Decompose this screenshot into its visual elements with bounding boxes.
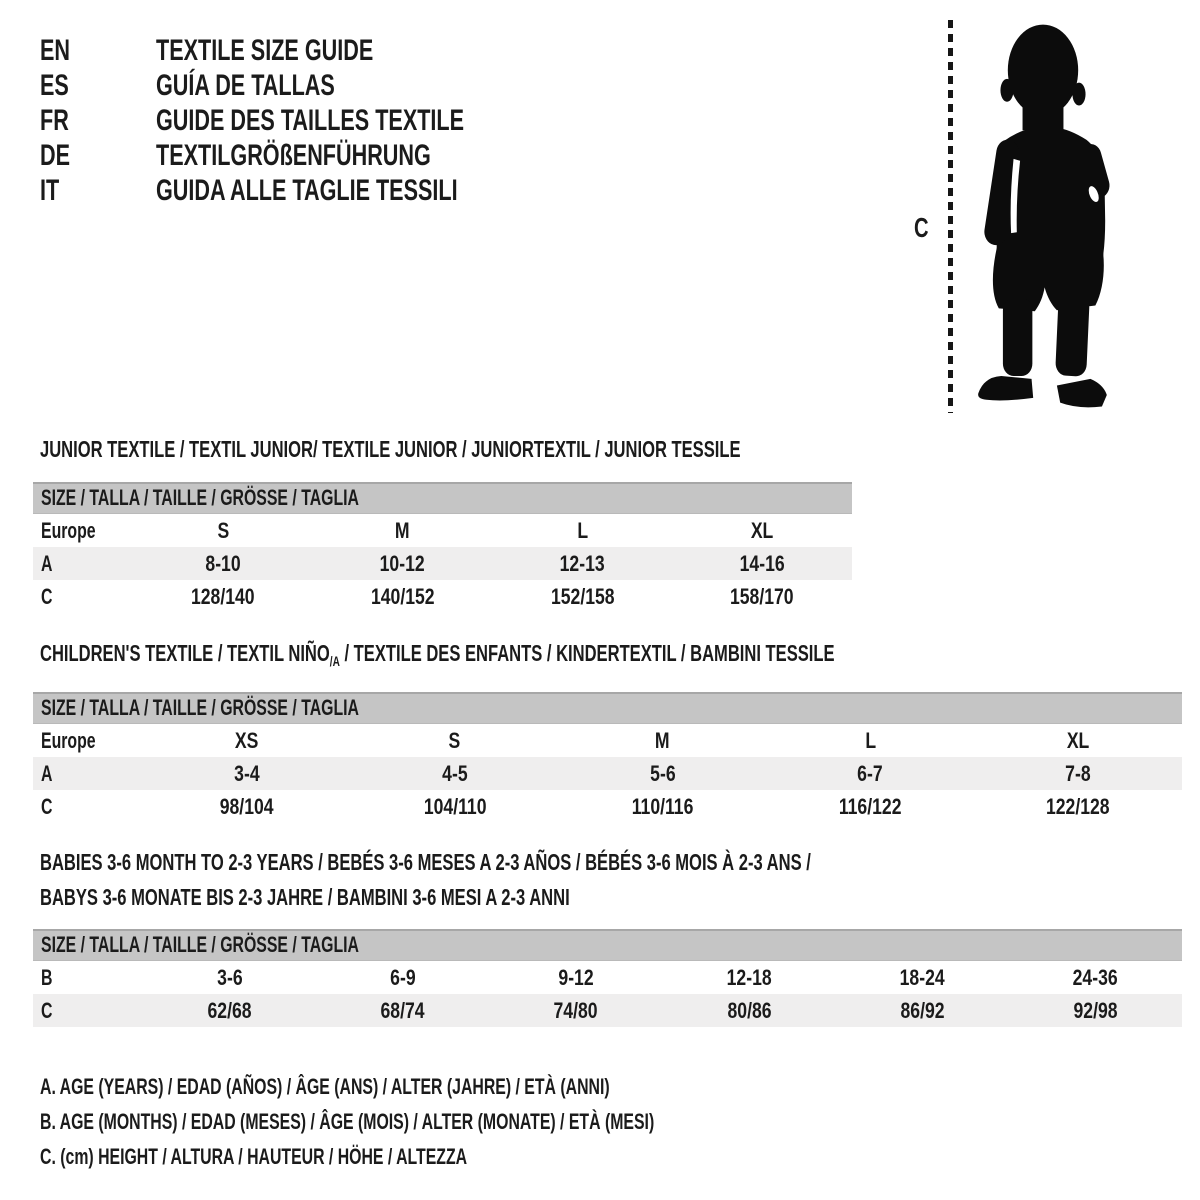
language-code: DE	[40, 139, 71, 172]
size-cell: XS	[235, 728, 259, 753]
toddler-silhouette-icon	[962, 16, 1142, 416]
row-label: Europe	[41, 518, 96, 543]
size-cell: 12-18	[726, 965, 772, 990]
size-cell: 14-16	[739, 551, 785, 576]
language-title: GUÍA DE TALLAS	[156, 69, 336, 102]
size-cell: L	[864, 728, 876, 753]
row-label: C	[41, 584, 53, 609]
table-row-c	[33, 580, 852, 613]
size-cell: 10-12	[380, 551, 426, 576]
size-header-bar	[33, 692, 1182, 724]
size-cell: 98/104	[219, 794, 274, 819]
table-row-b	[33, 961, 1182, 994]
size-cell: 62/68	[207, 998, 252, 1023]
legend-notes	[40, 1069, 893, 1174]
size-cell: M	[655, 728, 670, 753]
size-cell: 12-13	[559, 551, 605, 576]
language-title-list	[40, 33, 584, 208]
row-label: C	[41, 998, 53, 1023]
language-title: TEXTILE SIZE GUIDE	[156, 34, 374, 67]
row-label: B	[41, 965, 53, 990]
size-cell: 140/152	[370, 584, 435, 609]
language-row-it	[40, 173, 584, 208]
size-cell: 8-10	[205, 551, 241, 576]
size-header-label: SIZE / TALLA / TAILLE / GRÖSSE / TAGLIA	[41, 695, 359, 720]
size-cell: 110/116	[631, 794, 694, 819]
junior-size-table	[33, 482, 852, 613]
size-cell: 24-36	[1072, 965, 1118, 990]
size-header-label: SIZE / TALLA / TAILLE / GRÖSSE / TAGLIA	[41, 932, 359, 957]
size-cell: 116/122	[838, 794, 902, 819]
table-row-europe	[33, 724, 1182, 757]
size-cell: 6-9	[390, 965, 416, 990]
row-label: A	[41, 551, 53, 576]
size-header-bar	[33, 482, 852, 514]
note-line-b: B. AGE (MONTHS) / EDAD (MESES) / ÂGE (MOIS) / ALTER (MONATE) / ETÀ (MESI)	[40, 1109, 655, 1134]
size-cell: 92/98	[1073, 998, 1118, 1023]
language-row-de	[40, 138, 584, 173]
size-cell: 152/158	[550, 584, 615, 609]
junior-section-title: JUNIOR TEXTILE / TEXTIL JUNIOR/ TEXTILE JUNIOR / JUNIORTEXTIL / JUNIOR TESSILE	[40, 436, 741, 462]
size-cell: S	[448, 728, 461, 753]
language-code: EN	[40, 34, 71, 67]
note-line-c: C. (cm) HEIGHT / ALTURA / HAUTEUR / HÖHE / ALTEZZA	[40, 1144, 468, 1169]
children-section-title: CHILDREN'S TEXTILE / TEXTIL $NIÑO_{/A}$ / TEXTILE DES ENFANTS / KINDERTEXTIL / BAMBINI TESSILE	[40, 640, 835, 669]
size-cell: 86/92	[900, 998, 945, 1023]
size-cell: M	[395, 518, 410, 543]
size-cell: 104/110	[423, 794, 487, 819]
language-code: IT	[40, 174, 60, 207]
children-size-table	[33, 692, 1182, 823]
babies-section-title-line2: BABYS 3-6 MONATE BIS 2-3 JAHRE / BAMBINI 3-6 MESI A 2-3 ANNI	[40, 884, 570, 910]
note-line-a: A. AGE (YEARS) / EDAD (AÑOS) / ÂGE (ANS) / ALTER (JAHRE) / ETÀ (ANNI)	[40, 1074, 610, 1099]
size-cell: 3-6	[216, 965, 243, 990]
size-cell: 128/140	[191, 584, 255, 609]
size-header-bar	[33, 929, 1182, 961]
size-cell: L	[576, 518, 588, 543]
size-header-label: SIZE / TALLA / TAILLE / GRÖSSE / TAGLIA	[41, 485, 359, 510]
size-cell: 7-8	[1065, 761, 1091, 786]
language-code: ES	[40, 69, 69, 102]
size-cell: 3-4	[234, 761, 260, 786]
row-label: C	[41, 794, 53, 819]
size-cell: 68/74	[380, 998, 425, 1023]
size-cell: 9-12	[558, 965, 594, 990]
height-measure-label: C	[914, 212, 929, 243]
height-dashed-line	[948, 20, 953, 413]
table-row-c	[33, 994, 1182, 1027]
babies-section-title-line1: BABIES 3-6 MONTH TO 2-3 YEARS / BEBÉS 3-6 MESES A 2-3 AÑOS / BÉBÉS 3-6 MOIS À 2-3 ANS /	[40, 849, 811, 875]
size-cell: S	[217, 518, 229, 543]
language-title: GUIDA ALLE TAGLIE TESSILI	[156, 174, 458, 207]
table-row-a	[33, 757, 1182, 790]
row-label: Europe	[41, 728, 96, 753]
table-row-europe	[33, 514, 852, 547]
language-row-en	[40, 33, 584, 68]
size-cell: 18-24	[899, 965, 945, 990]
size-cell: 4-5	[441, 761, 468, 786]
size-cell: 5-6	[649, 761, 676, 786]
babies-size-table	[33, 929, 1182, 1027]
language-row-fr	[40, 103, 584, 138]
size-cell: 74/80	[553, 998, 598, 1023]
language-title: GUIDE DES TAILLES TEXTILE	[156, 104, 465, 137]
size-cell: 80/86	[727, 998, 772, 1023]
size-cell: XL	[750, 518, 774, 543]
size-cell: XL	[1066, 728, 1090, 753]
language-title: TEXTILGRÖßENFÜHRUNG	[156, 139, 432, 172]
table-row-c	[33, 790, 1182, 823]
size-cell: 6-7	[857, 761, 884, 786]
size-cell: 122/128	[1046, 794, 1110, 819]
row-label: A	[41, 761, 53, 786]
table-row-a	[33, 547, 852, 580]
language-code: FR	[40, 104, 69, 137]
size-cell: 158/170	[730, 584, 794, 609]
language-row-es	[40, 68, 584, 103]
